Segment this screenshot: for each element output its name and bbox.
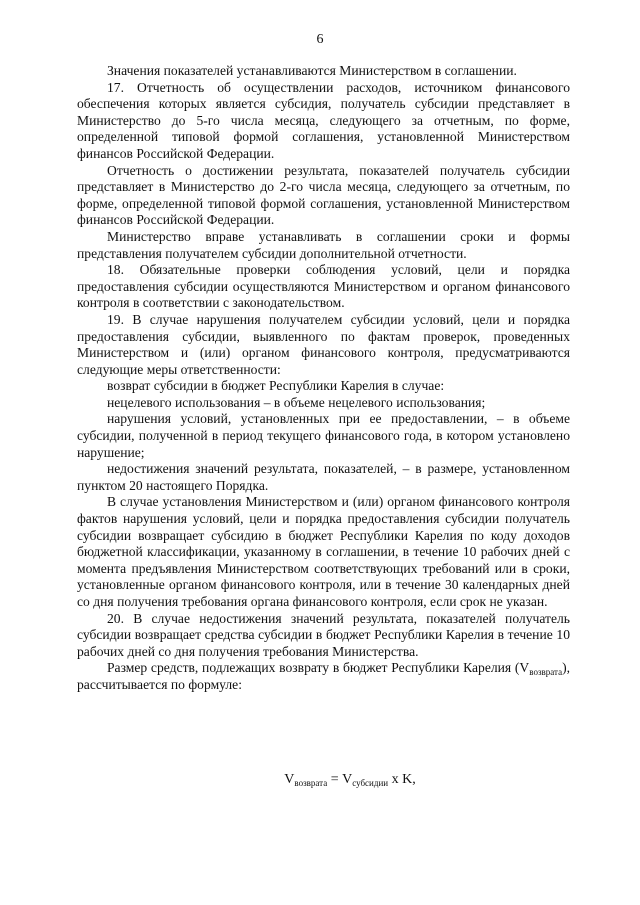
- paragraph-refund-amount: [77, 660, 570, 693]
- formula-sub-subsidy: субсидии: [352, 778, 389, 788]
- refund-amount-text-before: Размер средств, подлежащих возврату в бюджет Республики Карелия (V: [107, 660, 530, 676]
- paragraph-indicator-values: Значения показателей устанавливаются Министерством в соглашении.: [107, 63, 517, 78]
- formula-rest: x K,: [388, 772, 416, 787]
- formula-v: V: [284, 772, 295, 787]
- paragraph-result-report: Отчетность о достижении результата, показателей получатель субсидии представляет в Министерство до 2-го числа месяца, следующего за отчетным, по форме, определенной типовой формой соглашения, установленной Министерством финансов Российской Федерации.: [77, 162, 570, 228]
- paragraph-refund-procedure: В случае установления Министерством и (или) органом финансового контроля фактов нарушения условий, цели и порядка предоставления субсидии получатель субсидии возвращает субсидию в бюджет Республики Карелия по коду доходов бюджетной классификации, указанному в соглашении, в течение 10 рабочих дней с момента предъявления Министерством соответствующих требований или в сроки, установленные органом финансового контроля, или в течение 30 календарных дней со дня получения требования органа финансового контроля, если срок не указан.: [77, 494, 570, 609]
- paragraph-17-expense-report: 17. Отчетность об осуществлении расходов, источником финансового обеспечения которых является субсидия, получатель субсидии представляет в Министерство до 5-го числа месяца, следующего за отчетным, по форме, определенной типовой формой соглашения, установленной Министерством финансов Российской Федерации.: [77, 79, 570, 161]
- paragraph-misuse: нецелевого использования – в объеме нецелевого использования;: [107, 394, 486, 410]
- paragraph-non-achievement: недостижения значений результата, показателей, – в размере, установленном пунктом 20 настоящего Порядка.: [77, 461, 570, 493]
- refund-amount-subscript: возврата: [529, 667, 563, 678]
- paragraph-18-checks: 18. Обязательные проверки соблюдения условий, цели и порядка предоставления субсидии осуществляются Министерством и органом финансового контроля в соответствии с законодательством.: [77, 262, 570, 311]
- page-number: 6: [316, 32, 324, 47]
- document-body: [77, 63, 570, 694]
- paragraph-20-refund: 20. В случае недостижения значений результата, показателей получатель субсидии возвращает средства субсидии в бюджет Республики Карелия в течение 10 рабочих дней со дня получения требования Министерства.: [77, 610, 570, 659]
- formula-sub-refund: возврата: [294, 778, 328, 788]
- refund-amount-text-after: ), рассчитывается по формуле:: [77, 660, 570, 692]
- paragraph-additional-report: Министерство вправе устанавливать в соглашении сроки и формы представления получателем субсидии дополнительной отчетности.: [77, 228, 570, 261]
- formula-equals: = V: [327, 772, 353, 787]
- paragraph-refund-cases: возврат субсидии в бюджет Республики Карелия в случае:: [107, 378, 445, 394]
- paragraph-condition-violation: нарушения условий, установленных при ее предоставлении, – в объеме субсидии, полученной в период текущего финансового года, в котором установлено нарушение;: [77, 411, 570, 460]
- paragraph-19-violations: 19. В случае нарушения получателем субсидии условий, цели и порядка предоставления субсидии, выявленного по фактам проверок, проведенных Министерством и (или) органом финансового контроля, предусматриваются следующие меры ответственности:: [77, 311, 570, 377]
- refund-formula: [0, 772, 640, 788]
